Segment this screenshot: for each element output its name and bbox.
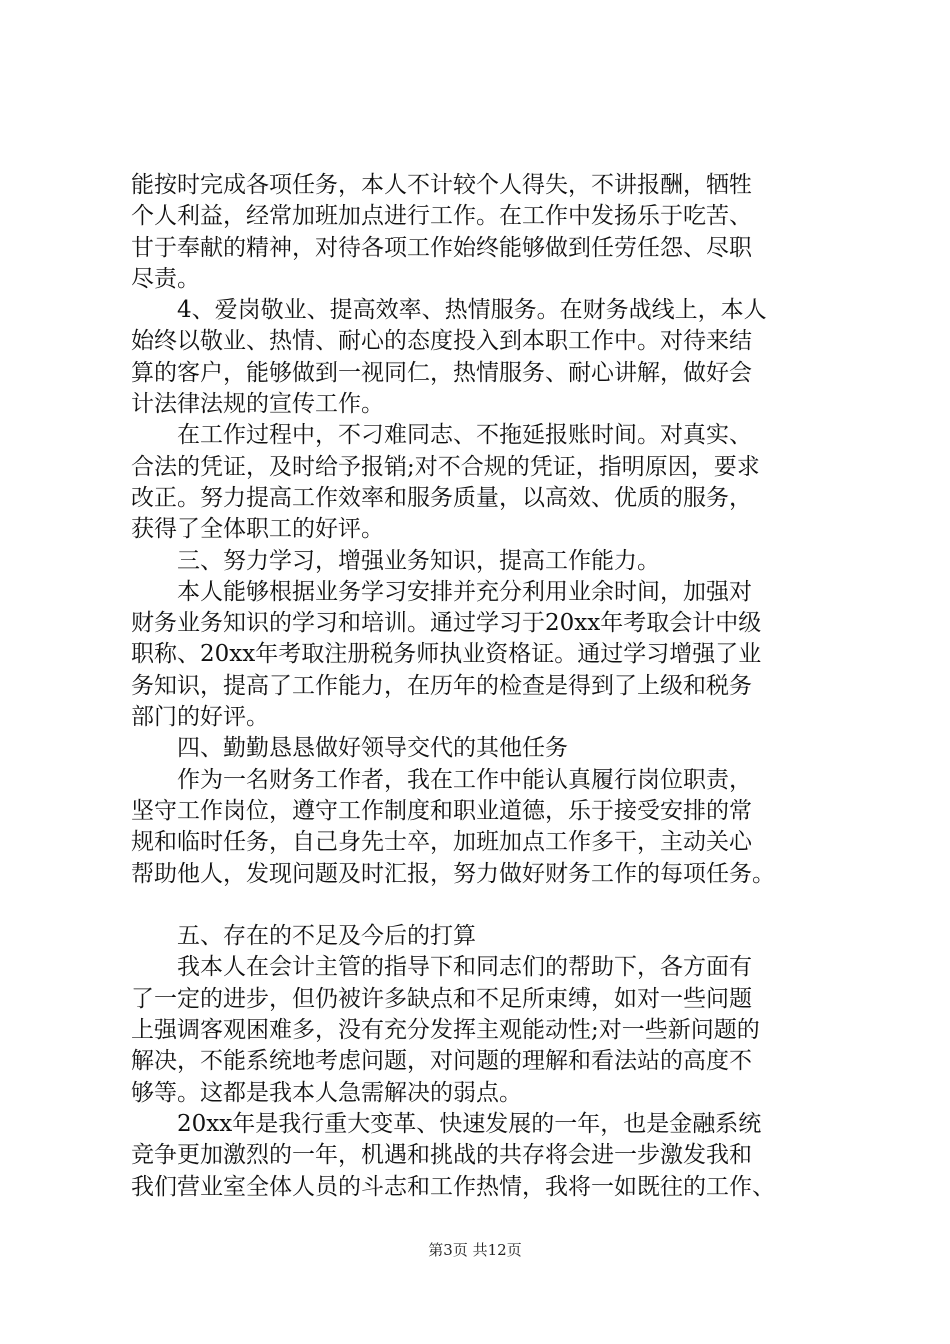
text-line: 竞争更加激烈的一年，机遇和挑战的共存将会进一步激发我和	[131, 1142, 752, 1169]
page-number-footer: 第3页 共12页	[428, 1241, 522, 1259]
text-line: 4、爱岗敬业、提高效率、热情服务。在财务战线上，本人	[177, 297, 767, 324]
text-line: 职称、20xx年考取注册税务师执业资格证。通过学习增强了业	[131, 641, 762, 668]
text-line: 始终以敬业、热情、耐心的态度投入到本职工作中。对待来结	[131, 328, 752, 355]
text-line: 作为一名财务工作者，我在工作中能认真履行岗位职责，	[177, 766, 752, 793]
text-line: 甘于奉献的精神，对待各项工作始终能够做到任劳任怨、尽职	[131, 234, 752, 261]
text-line: 改正。努力提高工作效率和服务质量，以高效、优质的服务，	[131, 484, 752, 511]
text-line: 我们营业室全体人员的斗志和工作热情，我将一如既往的工作、	[131, 1173, 775, 1200]
text-line: 算的客户，能够做到一视同仁，热情服务、耐心讲解，做好会	[131, 359, 752, 386]
text-line: 解决，不能系统地考虑问题，对问题的理解和看法站的高度不	[131, 1048, 752, 1075]
text-line: 坚守工作岗位，遵守工作制度和职业道德，乐于接受安排的常	[131, 797, 752, 824]
text-line: 我本人在会计主管的指导下和同志们的帮助下，各方面有	[177, 954, 752, 981]
text-line: 尽责。	[131, 265, 200, 292]
text-line: 个人利益，经常加班加点进行工作。在工作中发扬乐于吃苦、	[131, 203, 752, 230]
text-line: 上强调客观困难多，没有充分发挥主观能动性;对一些新问题的	[131, 1017, 760, 1044]
text-line: 规和临时任务，自己身先士卒，加班加点工作多干，主动关心	[131, 829, 752, 856]
text-line: 20xx年是我行重大变革、快速发展的一年，也是金融系统	[177, 1110, 762, 1137]
text-line: 本人能够根据业务学习安排并充分利用业余时间，加强对	[177, 578, 752, 605]
text-line: 五、存在的不足及今后的打算	[177, 923, 476, 950]
text-line: 三、努力学习，增强业务知识，提高工作能力。	[177, 547, 660, 574]
text-line: 在工作过程中，不刁难同志、不拖延报账时间。对真实、	[177, 422, 752, 449]
text-line: 计法律法规的宣传工作。	[131, 391, 384, 418]
text-line: 帮助他人，发现问题及时汇报，努力做好财务工作的每项任务。	[131, 860, 775, 887]
text-line: 合法的凭证，及时给予报销;对不合规的凭证，指明原因，要求	[131, 453, 760, 480]
text-line: 能按时完成各项任务，本人不计较个人得失，不讲报酬，牺牲	[131, 172, 752, 198]
document-body	[131, 170, 843, 1203]
text-line: 获得了全体职工的好评。	[131, 516, 384, 543]
text-line: 了一定的进步，但仍被许多缺点和不足所束缚，如对一些问题	[131, 985, 752, 1012]
text-line: 四、勤勤恳恳做好领导交代的其他任务	[177, 735, 568, 762]
blank-line	[131, 890, 843, 921]
text-line: 够等。这都是我本人急需解决的弱点。	[131, 1079, 522, 1106]
text-line: 财务业务知识的学习和培训。通过学习于20xx年考取会计中级	[131, 610, 762, 637]
text-line: 务知识，提高了工作能力，在历年的检查是得到了上级和税务	[131, 672, 752, 699]
text-line: 部门的好评。	[131, 704, 269, 731]
